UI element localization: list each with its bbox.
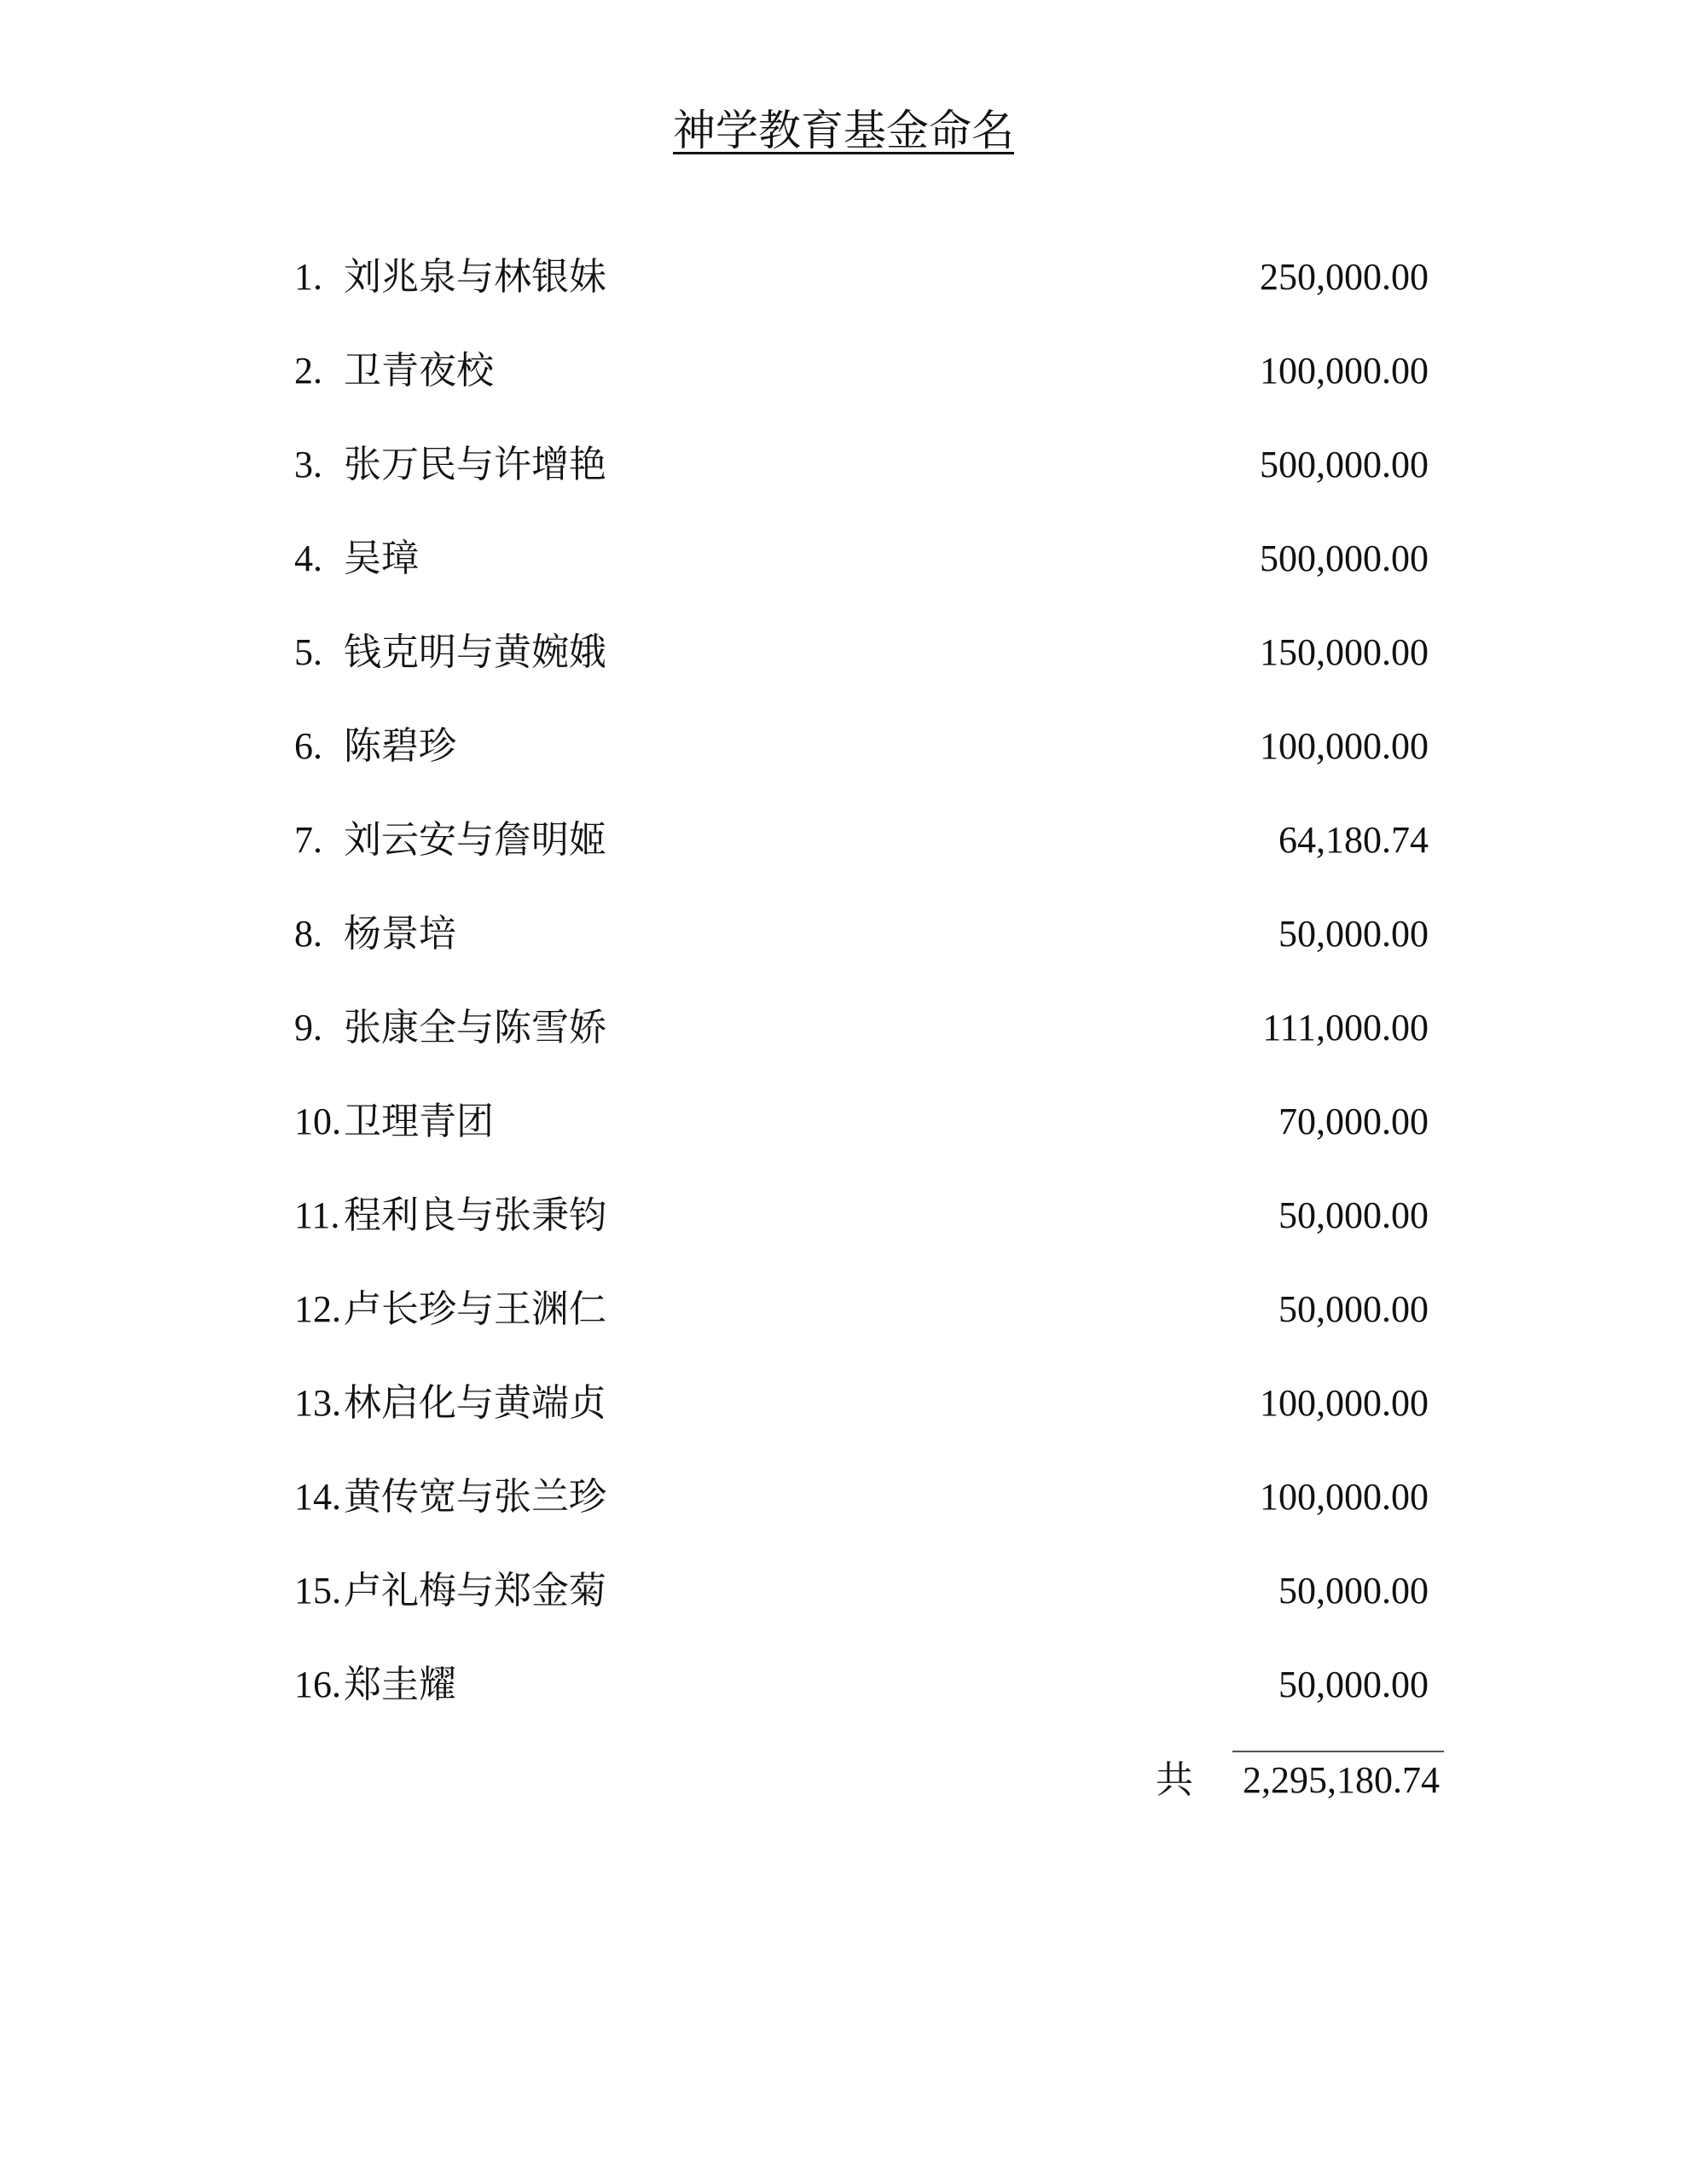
item-amount: 50,000.00: [1278, 1664, 1429, 1705]
item-number: 4.: [294, 537, 322, 579]
total-value: 2,295,180.74: [1243, 1759, 1440, 1801]
item-amount: 100,000.00: [1260, 725, 1429, 767]
item-amount: 100,000.00: [1260, 350, 1429, 392]
document-title: [0, 101, 1687, 160]
list-item: [294, 1280, 1429, 1374]
item-amount: 100,000.00: [1260, 1476, 1429, 1518]
list-item: [294, 623, 1429, 717]
item-amount: 500,000.00: [1260, 537, 1429, 579]
list-item: [294, 1374, 1429, 1467]
item-name: 程利良与张秉钧: [344, 1194, 606, 1237]
list-item: [294, 1467, 1429, 1561]
list-item: [294, 529, 1429, 623]
item-amount: 64,180.74: [1278, 819, 1429, 861]
item-name: 吴璋: [344, 537, 419, 580]
list-item: [294, 998, 1429, 1092]
donation-list: [294, 247, 1429, 1749]
item-number: 12.: [294, 1288, 341, 1330]
item-name: 钱克明与黄婉娥: [344, 630, 606, 674]
item-name: 陈碧珍: [344, 724, 456, 768]
item-number: 13.: [294, 1382, 341, 1424]
item-amount: 70,000.00: [1278, 1101, 1429, 1142]
item-number: 2.: [294, 350, 322, 392]
list-item: [294, 1186, 1429, 1280]
list-item: [294, 341, 1429, 435]
item-name: 刘云安与詹明姬: [344, 818, 606, 862]
list-item: [294, 1561, 1429, 1655]
item-amount: 50,000.00: [1278, 913, 1429, 955]
list-item: [294, 247, 1429, 341]
item-number: 9.: [294, 1007, 322, 1048]
item-number: 3.: [294, 444, 322, 485]
item-number: 7.: [294, 819, 322, 861]
list-item: [294, 810, 1429, 904]
item-number: 14.: [294, 1476, 341, 1518]
item-number: 6.: [294, 725, 322, 767]
list-item: [294, 717, 1429, 810]
item-amount: 50,000.00: [1278, 1570, 1429, 1612]
list-item: [294, 1655, 1429, 1749]
item-number: 11.: [294, 1194, 340, 1236]
item-name: 卢礼梅与郑金菊: [344, 1569, 606, 1612]
item-name: 张万民与许增艳: [344, 443, 606, 486]
item-amount: 150,000.00: [1260, 631, 1429, 673]
item-name: 林启化与黄端贞: [344, 1381, 606, 1425]
item-amount: 100,000.00: [1260, 1382, 1429, 1424]
title-text: 神学教育基金命名: [673, 106, 1014, 155]
item-name: 郑圭耀: [344, 1663, 456, 1706]
total-label: 共: [1156, 1758, 1193, 1802]
item-name: 杨景培: [344, 912, 456, 956]
item-name: 卢长珍与王渊仁: [344, 1287, 606, 1331]
list-item: [294, 1092, 1429, 1186]
item-number: 8.: [294, 913, 322, 955]
item-number: 15.: [294, 1570, 341, 1612]
item-amount: 111,000.00: [1262, 1007, 1429, 1048]
item-amount: 50,000.00: [1278, 1288, 1429, 1330]
item-name: 卫青夜校: [344, 349, 494, 392]
item-name: 张康全与陈雪娇: [344, 1006, 606, 1049]
item-name: 刘兆泉与林银妹: [344, 255, 606, 299]
list-item: [294, 435, 1429, 529]
item-number: 5.: [294, 631, 322, 673]
item-amount: 500,000.00: [1260, 444, 1429, 485]
item-name: 黄传宽与张兰珍: [344, 1475, 606, 1519]
list-item: [294, 904, 1429, 998]
item-number: 1.: [294, 256, 322, 298]
item-amount: 50,000.00: [1278, 1194, 1429, 1236]
item-amount: 250,000.00: [1260, 256, 1429, 298]
item-number: 16.: [294, 1664, 341, 1705]
item-number: 10.: [294, 1101, 341, 1142]
item-name: 卫理青团: [344, 1100, 494, 1143]
